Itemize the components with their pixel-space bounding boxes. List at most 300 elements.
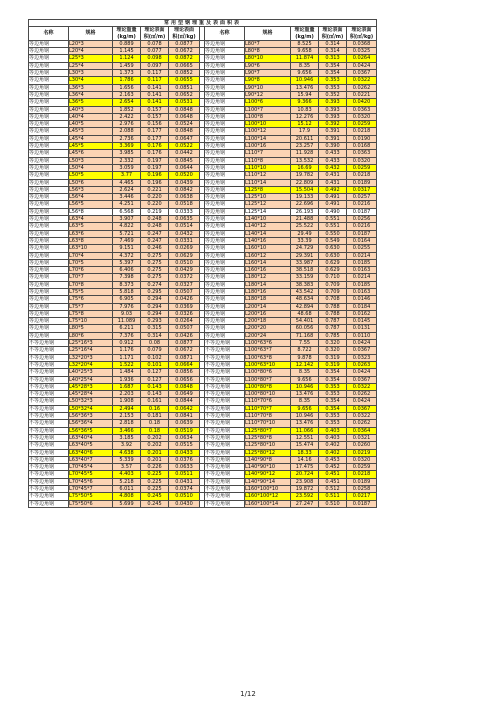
cell-weight: 2.422 [113,113,141,120]
cell-weight-2: 43.542 [291,288,319,295]
cell-name: 等边角钢 [29,274,69,281]
cell-area-per-m-2: 0.788 [319,303,347,310]
cell-area-per-m-2: 0.433 [319,150,347,157]
cell-area-per-kg: 0.0871 [169,354,200,361]
cell-weight-2: 19.133 [291,194,319,201]
col-header-spec-2: 规格 [245,27,291,41]
cell-weight: 8.373 [113,281,141,288]
cell-area-per-kg: 0.0510 [169,259,200,266]
cell-spec: L70*45*6 [69,478,113,485]
cell-area-per-m-2: 0.788 [319,310,347,317]
cell-area-per-kg-2: 0.0184 [347,303,377,310]
cell-spec-2: L125*14 [245,208,291,215]
cell-name: 等边角钢 [29,296,69,303]
cell-name: 等边角钢 [29,55,69,62]
cell-area-per-kg-2: 0.0367 [347,347,377,354]
cell-area-per-m: 0.225 [141,478,169,485]
cell-area-per-kg: 0.0374 [169,486,200,493]
cell-area-per-kg-2: 0.0364 [347,427,377,434]
table-row [29,91,377,98]
cell-name-2: 等边角钢 [205,245,245,252]
cell-area-per-m-2: 0.550 [319,230,347,237]
cell-area-per-kg: 0.0877 [169,40,200,47]
cell-area-per-m: 0.248 [141,223,169,230]
cell-name: 不等边角钢 [29,449,69,456]
cell-name: 等边角钢 [29,143,69,150]
cell-spec: L56*36*3 [69,413,113,420]
cell-spec-2: L100*63*10 [245,361,291,368]
cell-spec: L20*3 [69,40,113,47]
cell-name-2: 等边角钢 [205,288,245,295]
table-body [29,40,377,507]
cell-area-per-m-2: 0.551 [319,216,347,223]
cell-spec-2: L160*12 [245,252,291,259]
cell-area-per-kg: 0.0429 [169,267,200,274]
cell-area-per-kg: 0.0672 [169,48,200,55]
cell-name-2: 等边角钢 [205,310,245,317]
cell-area-per-m-2: 0.432 [319,164,347,171]
cell-area-per-m: 0.18 [141,420,169,427]
cell-weight-2: 12.276 [291,113,319,120]
cell-weight-2: 11.066 [291,427,319,434]
cell-weight-2: 60.056 [291,325,319,332]
cell-weight: 11.089 [113,318,141,325]
cell-spec: L70*45*5 [69,471,113,478]
cell-area-per-m-2: 0.403 [319,434,347,441]
cell-area-per-m-2: 0.510 [319,500,347,507]
cell-area-per-kg: 0.0856 [169,369,200,376]
cell-weight: 2.203 [113,391,141,398]
cell-area-per-kg-2: 0.0367 [347,70,377,77]
table-row [29,186,377,193]
cell-area-per-kg: 0.0531 [169,99,200,106]
cell-area-per-kg-2: 0.0322 [347,383,377,390]
cell-spec: L30*4 [69,77,113,84]
table-row [29,456,377,463]
cell-area-per-m-2: 0.787 [319,325,347,332]
cell-area-per-m-2: 0.492 [319,186,347,193]
cell-name-2: 不等边角钢 [205,398,245,405]
cell-weight-2: 13.476 [291,391,319,398]
cell-name: 等边角钢 [29,91,69,98]
cell-weight: 5.339 [113,456,141,463]
cell-area-per-kg-2: 0.0259 [347,121,377,128]
cell-area-per-kg: 0.0638 [169,194,200,201]
cell-weight-2: 11.874 [291,55,319,62]
cell-area-per-kg: 0.0519 [169,427,200,434]
cell-name-2: 等边角钢 [205,150,245,157]
cell-area-per-kg-2: 0.0420 [347,99,377,106]
cell-name-2: 等边角钢 [205,99,245,106]
cell-name-2: 等边角钢 [205,223,245,230]
cell-area-per-kg: 0.0514 [169,223,200,230]
cell-area-per-kg: 0.0848 [169,383,200,390]
cell-area-per-kg: 0.0848 [169,128,200,135]
cell-spec-2: L200*24 [245,332,291,339]
cell-weight: 1.908 [113,398,141,405]
cell-spec-2: L140*16 [245,237,291,244]
cell-area-per-kg-2: 0.0260 [347,442,377,449]
cell-name: 等边角钢 [29,310,69,317]
table-row [29,427,377,434]
cell-weight: 5.721 [113,230,141,237]
spreadsheet-page [28,19,377,508]
cell-name: 等边角钢 [29,186,69,193]
cell-spec: L63*10 [69,245,113,252]
cell-weight: 2.494 [113,405,141,412]
cell-area-per-m: 0.177 [141,128,169,135]
cell-name-2: 等边角钢 [205,208,245,215]
cell-spec: L70*7 [69,274,113,281]
cell-spec-2: L80*8 [245,48,291,55]
table-row [29,449,377,456]
cell-spec: L80*6 [69,332,113,339]
cell-spec: L56*8 [69,208,113,215]
cell-spec-2: L140*90*14 [245,478,291,485]
table-row [29,486,377,493]
cell-name: 等边角钢 [29,62,69,69]
cell-spec-2: L110*70*6 [245,398,291,405]
cell-area-per-m-2: 0.353 [319,84,347,91]
cell-name: 等边角钢 [29,259,69,266]
table-row [29,164,377,171]
cell-spec-2: L160*14 [245,259,291,266]
cell-weight: 5.699 [113,500,141,507]
cell-area-per-m-2: 0.314 [319,40,347,47]
cell-area-per-kg-2: 0.0214 [347,252,377,259]
cell-name: 等边角钢 [29,216,69,223]
cell-weight-2: 10.946 [291,383,319,390]
cell-name: 等边角钢 [29,121,69,128]
cell-weight: 1.459 [113,62,141,69]
cell-area-per-kg: 0.0635 [169,216,200,223]
cell-name-2: 等边角钢 [205,179,245,186]
cell-name-2: 不等边角钢 [205,361,245,368]
cell-area-per-kg-2: 0.0187 [347,208,377,215]
cell-weight-2: 19.872 [291,486,319,493]
cell-area-per-kg-2: 0.0424 [347,398,377,405]
cell-spec: L50*32*3 [69,398,113,405]
cell-weight: 9.151 [113,245,141,252]
cell-weight-2: 48.634 [291,296,319,303]
cell-name-2: 不等边角钢 [205,434,245,441]
cell-area-per-m: 0.225 [141,486,169,493]
cell-weight-2: 15.504 [291,186,319,193]
cell-area-per-kg: 0.0430 [169,500,200,507]
cell-name: 等边角钢 [29,77,69,84]
cell-name-2: 等边角钢 [205,48,245,55]
cell-area-per-kg-2: 0.0187 [347,230,377,237]
cell-area-per-m-2: 0.320 [319,347,347,354]
cell-spec: L25*16*4 [69,347,113,354]
cell-area-per-kg: 0.0372 [169,274,200,281]
sheet-title: 常用型钢理重及表面积表 [29,20,377,27]
cell-area-per-m-2: 0.453 [319,456,347,463]
cell-weight-2: 16.69 [291,164,319,171]
cell-name: 不等边角钢 [29,369,69,376]
cell-spec-2: L100*8 [245,113,291,120]
cell-spec: L45*28*3 [69,383,113,390]
cell-spec-2: L180*12 [245,274,291,281]
cell-spec-2: L125*12 [245,201,291,208]
cell-name-2: 等边角钢 [205,332,245,339]
cell-area-per-m: 0.078 [141,40,169,47]
cell-name-2: 等边角钢 [205,303,245,310]
cell-area-per-m-2: 0.393 [319,99,347,106]
cell-weight: 3.369 [113,143,141,150]
table-row [29,434,377,441]
cell-weight: 7.398 [113,274,141,281]
cell-area-per-kg: 0.0431 [169,478,200,485]
table-row [29,172,377,179]
cell-area-per-m-2: 0.431 [319,179,347,186]
cell-name: 不等边角钢 [29,500,69,507]
cell-area-per-kg-2: 0.0164 [347,237,377,244]
cell-area-per-m: 0.077 [141,48,169,55]
cell-weight: 1.373 [113,70,141,77]
cell-area-per-m: 0.315 [141,325,169,332]
cell-area-per-m: 0.177 [141,135,169,142]
cell-name: 等边角钢 [29,267,69,274]
table-row [29,471,377,478]
cell-area-per-kg-2: 0.0255 [347,245,377,252]
cell-area-per-m: 0.127 [141,369,169,376]
cell-spec: L56*4 [69,194,113,201]
cell-area-per-m: 0.141 [141,91,169,98]
cell-area-per-kg: 0.0848 [169,106,200,113]
cell-weight: 1.124 [113,55,141,62]
cell-area-per-kg: 0.0842 [169,186,200,193]
cell-spec: L63*6 [69,230,113,237]
cell-name: 不等边角钢 [29,340,69,347]
cell-area-per-m: 0.143 [141,391,169,398]
table-row [29,274,377,281]
cell-name: 不等边角钢 [29,442,69,449]
cell-area-per-m-2: 0.452 [319,464,347,471]
cell-name-2: 不等边角钢 [205,340,245,347]
cell-area-per-kg-2: 0.0216 [347,201,377,208]
table-row [29,194,377,201]
cell-name: 等边角钢 [29,288,69,295]
cell-spec: L36*3 [69,84,113,91]
cell-area-per-m: 0.098 [141,55,169,62]
table-row [29,77,377,84]
cell-name-2: 等边角钢 [205,164,245,171]
cell-spec: L20*4 [69,48,113,55]
cell-spec-2: L160*100*10 [245,486,291,493]
table-row [29,179,377,186]
cell-spec: L63*40*7 [69,456,113,463]
cell-area-per-kg: 0.0515 [169,442,200,449]
cell-name: 不等边角钢 [29,376,69,383]
cell-area-per-kg-2: 0.0363 [347,106,377,113]
cell-spec: L40*25*4 [69,376,113,383]
cell-spec: L32*20*4 [69,361,113,368]
cell-weight: 4.822 [113,223,141,230]
cell-weight-2: 15.12 [291,121,319,128]
cell-weight-2: 10.946 [291,413,319,420]
cell-spec: L56*3 [69,186,113,193]
table-row [29,376,377,383]
table-row [29,106,377,113]
cell-name-2: 等边角钢 [205,106,245,113]
cell-name-2: 等边角钢 [205,281,245,288]
cell-spec-2: L125*80*12 [245,449,291,456]
cell-spec: L50*32*4 [69,405,113,412]
cell-spec: L75*10 [69,318,113,325]
cell-area-per-m: 0.246 [141,245,169,252]
table-row [29,223,377,230]
cell-name-2: 不等边角钢 [205,464,245,471]
cell-weight-2: 22.809 [291,179,319,186]
cell-spec: L25*3 [69,55,113,62]
cell-area-per-m: 0.275 [141,259,169,266]
cell-area-per-kg-2: 0.0367 [347,405,377,412]
table-row [29,113,377,120]
table-row [29,288,377,295]
cell-weight: 7.976 [113,303,141,310]
cell-area-per-m: 0.202 [141,434,169,441]
cell-area-per-m: 0.157 [141,106,169,113]
cell-area-per-kg: 0.0510 [169,493,200,500]
table-row [29,150,377,157]
cell-weight-2: 8.525 [291,40,319,47]
table-row [29,347,377,354]
cell-area-per-kg-2: 0.0185 [347,281,377,288]
cell-area-per-kg: 0.0333 [169,208,200,215]
cell-area-per-kg: 0.0649 [169,391,200,398]
cell-area-per-kg-2: 0.0187 [347,500,377,507]
cell-area-per-m-2: 0.629 [319,259,347,266]
cell-weight-2: 10.83 [291,106,319,113]
cell-area-per-m-2: 0.433 [319,157,347,164]
cell-name: 不等边角钢 [29,420,69,427]
cell-spec-2: L110*12 [245,172,291,179]
cell-area-per-kg: 0.0520 [169,172,200,179]
cell-area-per-m-2: 0.630 [319,245,347,252]
cell-spec-2: L200*18 [245,318,291,325]
cell-area-per-m: 0.219 [141,208,169,215]
table-row [29,208,377,215]
cell-area-per-m-2: 0.549 [319,237,347,244]
cell-area-per-kg-2: 0.0363 [347,150,377,157]
cell-name-2: 等边角钢 [205,325,245,332]
col-header-area-per-m-2: 理论表面 积(㎡/m) [319,27,347,41]
cell-weight-2: 24.729 [291,245,319,252]
cell-spec-2: L140*14 [245,230,291,237]
cell-weight-2: 9.878 [291,354,319,361]
table-row [29,500,377,507]
cell-area-per-m-2: 0.402 [319,442,347,449]
cell-name: 等边角钢 [29,106,69,113]
cell-spec: L56*36*5 [69,427,113,434]
cell-area-per-kg-2: 0.0217 [347,493,377,500]
cell-weight-2: 17.9 [291,128,319,135]
cell-name-2: 等边角钢 [205,296,245,303]
cell-spec-2: L160*100*12 [245,493,291,500]
cell-spec: L70*6 [69,267,113,274]
cell-weight-2: 54.401 [291,318,319,325]
col-header-spec: 规格 [69,27,113,41]
cell-area-per-m: 0.247 [141,237,169,244]
cell-weight: 3.77 [113,172,141,179]
table-row [29,493,377,500]
cell-weight-2: 33.987 [291,259,319,266]
cell-name: 不等边角钢 [29,464,69,471]
table-row [29,84,377,91]
cell-weight: 5.818 [113,288,141,295]
table-row [29,325,377,332]
table-row [29,216,377,223]
cell-spec: L75*50*5 [69,493,113,500]
cell-area-per-m: 0.156 [141,121,169,128]
cell-spec-2: L90*7 [245,70,291,77]
cell-weight: 0.912 [113,340,141,347]
cell-spec-2: L140*90*8 [245,456,291,463]
cell-name-2: 等边角钢 [205,91,245,98]
cell-area-per-kg: 0.0639 [169,420,200,427]
col-header-weight-2: 理论重量 (kg/m) [291,27,319,41]
cell-area-per-kg-2: 0.0424 [347,340,377,347]
cell-name-2: 等边角钢 [205,194,245,201]
table-row [29,478,377,485]
cell-name-2: 等边角钢 [205,84,245,91]
cell-spec-2: L160*16 [245,267,291,274]
cell-name: 等边角钢 [29,201,69,208]
cell-area-per-m-2: 0.431 [319,172,347,179]
cell-name-2: 等边角钢 [205,252,245,259]
cell-area-per-m: 0.220 [141,201,169,208]
cell-area-per-m-2: 0.354 [319,405,347,412]
table-row [29,310,377,317]
cell-area-per-kg-2: 0.0262 [347,84,377,91]
cell-spec-2: L125*80*7 [245,427,291,434]
table-row [29,40,377,47]
cell-area-per-m: 0.248 [141,216,169,223]
cell-name-2: 不等边角钢 [205,427,245,434]
cell-area-per-kg: 0.0507 [169,325,200,332]
cell-area-per-kg: 0.0426 [169,332,200,339]
cell-area-per-kg: 0.0845 [169,157,200,164]
table-row [29,303,377,310]
cell-weight-2: 9.656 [291,376,319,383]
cell-area-per-m: 0.275 [141,267,169,274]
cell-spec: L63*5 [69,223,113,230]
cell-name-2: 等边角钢 [205,216,245,223]
cell-spec: L50*4 [69,164,113,171]
cell-area-per-m: 0.141 [141,99,169,106]
cell-spec-2: L100*16 [245,143,291,150]
cell-area-per-kg-2: 0.0258 [347,486,377,493]
cell-weight-2: 13.532 [291,157,319,164]
cell-area-per-kg: 0.0642 [169,405,200,412]
cell-area-per-kg-2: 0.0322 [347,413,377,420]
table-row [29,296,377,303]
cell-area-per-m: 0.294 [141,296,169,303]
cell-area-per-kg-2: 0.0163 [347,267,377,274]
cell-area-per-m: 0.294 [141,303,169,310]
cell-area-per-kg-2: 0.0110 [347,332,377,339]
cell-weight: 4.372 [113,252,141,259]
cell-area-per-kg: 0.0426 [169,296,200,303]
cell-area-per-m: 0.221 [141,186,169,193]
cell-spec: L40*25*3 [69,369,113,376]
cell-area-per-kg: 0.0655 [169,77,200,84]
cell-weight: 2.153 [113,413,141,420]
cell-spec: L45*4 [69,135,113,142]
cell-name: 等边角钢 [29,230,69,237]
cell-name: 等边角钢 [29,245,69,252]
